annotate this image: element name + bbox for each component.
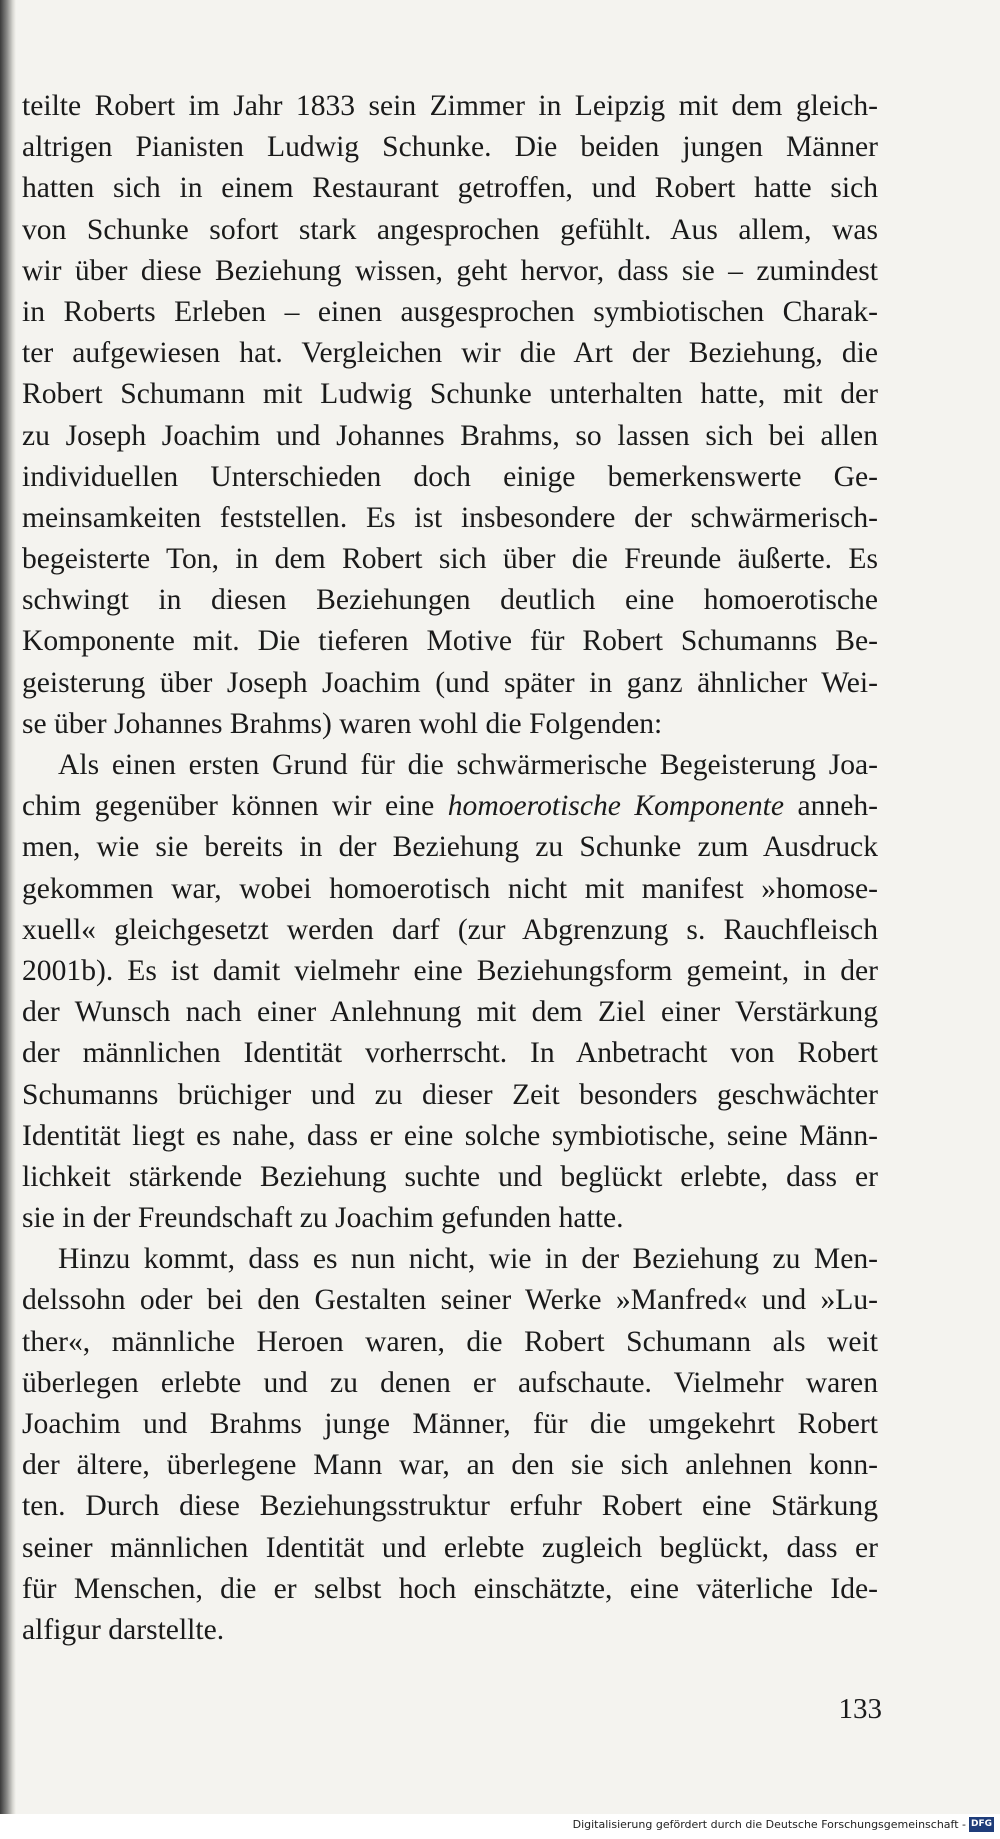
text-segment: überlegen erlebte und zu denen er aufschaute. Vielmehr waren: [22, 1366, 878, 1399]
digitization-credit: Digitalisierung gefördert durch die Deutsche Forschungsgemeinschaft -: [572, 1818, 966, 1831]
page-number: 133: [838, 1693, 882, 1725]
text-line: [22, 1322, 878, 1363]
text-segment: sie in der Freundschaft zu Joachim gefunden hatte.: [22, 1202, 624, 1235]
text-line: [22, 580, 878, 621]
text-segment: ter aufgewiesen hat. Vergleichen wir die Art der Beziehung, die: [22, 337, 878, 370]
text-line: [22, 1528, 878, 1569]
text-segment: xuell« gleichgesetzt werden darf (zur Abgrenzung s. Rauchfleisch: [22, 913, 878, 946]
body-text: [22, 86, 878, 1651]
text-segment: anneh-: [783, 790, 878, 823]
text-line: [22, 1404, 878, 1445]
text-line: [22, 1075, 878, 1116]
text-line: [22, 86, 878, 127]
text-segment: begeisterte Ton, in dem Robert sich über die Freunde äußerte. Es: [22, 543, 878, 576]
text-line: [22, 1569, 878, 1610]
text-segment: men, wie sie bereits in der Beziehung zu Schunke zum Ausdruck: [22, 831, 878, 864]
text-line: [22, 1280, 878, 1321]
text-line: [22, 1445, 878, 1486]
text-line: [22, 827, 878, 868]
text-line: [22, 786, 878, 827]
text-segment: lichkeit stärkende Beziehung suchte und beglückt erlebte, dass er: [22, 1160, 878, 1193]
text-segment: Schumanns brüchiger und zu dieser Zeit besonders geschwächter: [22, 1078, 878, 1111]
text-segment: Identität liegt es nahe, dass er eine solche symbiotische, seine Männ-: [22, 1119, 878, 1152]
text-segment: ten. Durch diese Beziehungsstruktur erfuhr Robert eine Stärkung: [22, 1490, 878, 1523]
text-segment: Joachim und Brahms junge Männer, für die umgekehrt Robert: [22, 1408, 878, 1440]
text-line: [22, 457, 878, 498]
text-segment: gekommen war, wobei homoerotisch nicht mit manifest »homose-: [22, 872, 878, 905]
text-segment: delssohn oder bei den Gestalten seiner Werke »Manfred« und »Lu-: [22, 1284, 878, 1317]
text-segment: ther«, männliche Heroen waren, die Robert Schumann als weit: [22, 1325, 878, 1358]
text-line: [22, 1486, 878, 1527]
text-line: [22, 621, 878, 662]
text-line: [22, 910, 878, 951]
text-line: [22, 1033, 878, 1074]
text-line: [22, 1116, 878, 1157]
text-line: [22, 745, 878, 786]
text-line: [22, 333, 878, 374]
text-segment: schwingt in diesen Beziehungen deutlich eine homoerotische: [22, 584, 878, 617]
text-segment: Hinzu kommt, dass es nun nicht, wie in der Beziehung zu Men-: [58, 1243, 878, 1276]
text-segment: Als einen ersten Grund für die schwärmerische Begeisterung Joa-: [58, 749, 878, 781]
text-segment: in Roberts Erleben – einen ausgesprochen symbiotischen Charak-: [22, 295, 878, 328]
text-line: [22, 1363, 878, 1404]
text-segment: meinsamkeiten feststellen. Es ist insbesondere der schwärmerisch-: [22, 501, 878, 534]
text-line: [22, 210, 878, 251]
text-segment: zu Joseph Joachim und Johannes Brahms, so lassen sich bei allen: [22, 419, 878, 452]
text-segment: von Schunke sofort stark angesprochen gefühlt. Aus allem, was: [22, 213, 878, 246]
text-line: [22, 951, 878, 992]
text-line: [22, 374, 878, 415]
text-line: [22, 416, 878, 457]
text-segment: Komponente mit. Die tieferen Motive für Robert Schumanns Be-: [22, 625, 878, 658]
text-segment: 2001b). Es ist damit vielmehr eine Beziehungsform gemeint, in der: [22, 954, 878, 987]
text-line: [22, 869, 878, 910]
text-line: [22, 539, 878, 580]
text-segment: teilte Robert im Jahr 1833 sein Zimmer in Leipzig mit dem gleich-: [22, 90, 878, 122]
text-segment: hatten sich in einem Restaurant getroffen, und Robert hatte sich: [22, 172, 878, 205]
text-segment: der ältere, überlegene Mann war, an den sie sich anlehnen konn-: [22, 1449, 878, 1482]
text-segment: alfigur darstellte.: [22, 1613, 225, 1646]
text-line: [22, 127, 878, 168]
text-line: [22, 1157, 878, 1198]
text-segment: der Wunsch nach einer Anlehnung mit dem Ziel einer Verstärkung: [22, 996, 878, 1029]
text-segment: wir über diese Beziehung wissen, geht hervor, dass sie – zumindest: [22, 254, 878, 287]
binding-shadow: [0, 0, 16, 1839]
text-segment: für Menschen, die er selbst hoch einschätzte, eine väterliche Ide-: [22, 1572, 878, 1605]
text-segment: der männlichen Identität vorherrscht. In Anbetracht von Robert: [22, 1037, 878, 1070]
text-line: [22, 1610, 878, 1651]
text-segment: seiner männlichen Identität und erlebte zugleich beglückt, dass er: [22, 1531, 878, 1564]
text-line: [22, 251, 878, 292]
text-line: [22, 1239, 878, 1280]
text-segment: Robert Schumann mit Ludwig Schunke unterhalten hatte, mit der: [22, 378, 878, 411]
italic-text-segment: homoerotische Komponente: [447, 790, 784, 823]
text-segment: se über Johannes Brahms) waren wohl die Folgenden:: [22, 707, 663, 740]
text-segment: altrigen Pianisten Ludwig Schunke. Die beiden jungen Männer: [22, 131, 878, 164]
dfg-logo: DFG: [969, 1817, 994, 1832]
text-line: [22, 704, 878, 745]
text-segment: individuellen Unterschieden doch einige bemerkenswerte Ge-: [22, 460, 878, 493]
text-line: [22, 992, 878, 1033]
text-segment: chim gegenüber können wir eine: [22, 790, 448, 823]
text-line: [22, 663, 878, 704]
text-line: [22, 168, 878, 209]
text-line: [22, 292, 878, 333]
text-segment: geisterung über Joseph Joachim (und später in ganz ähnlicher Wei-: [22, 666, 878, 699]
text-line: [22, 498, 878, 539]
text-line: [22, 1198, 878, 1239]
